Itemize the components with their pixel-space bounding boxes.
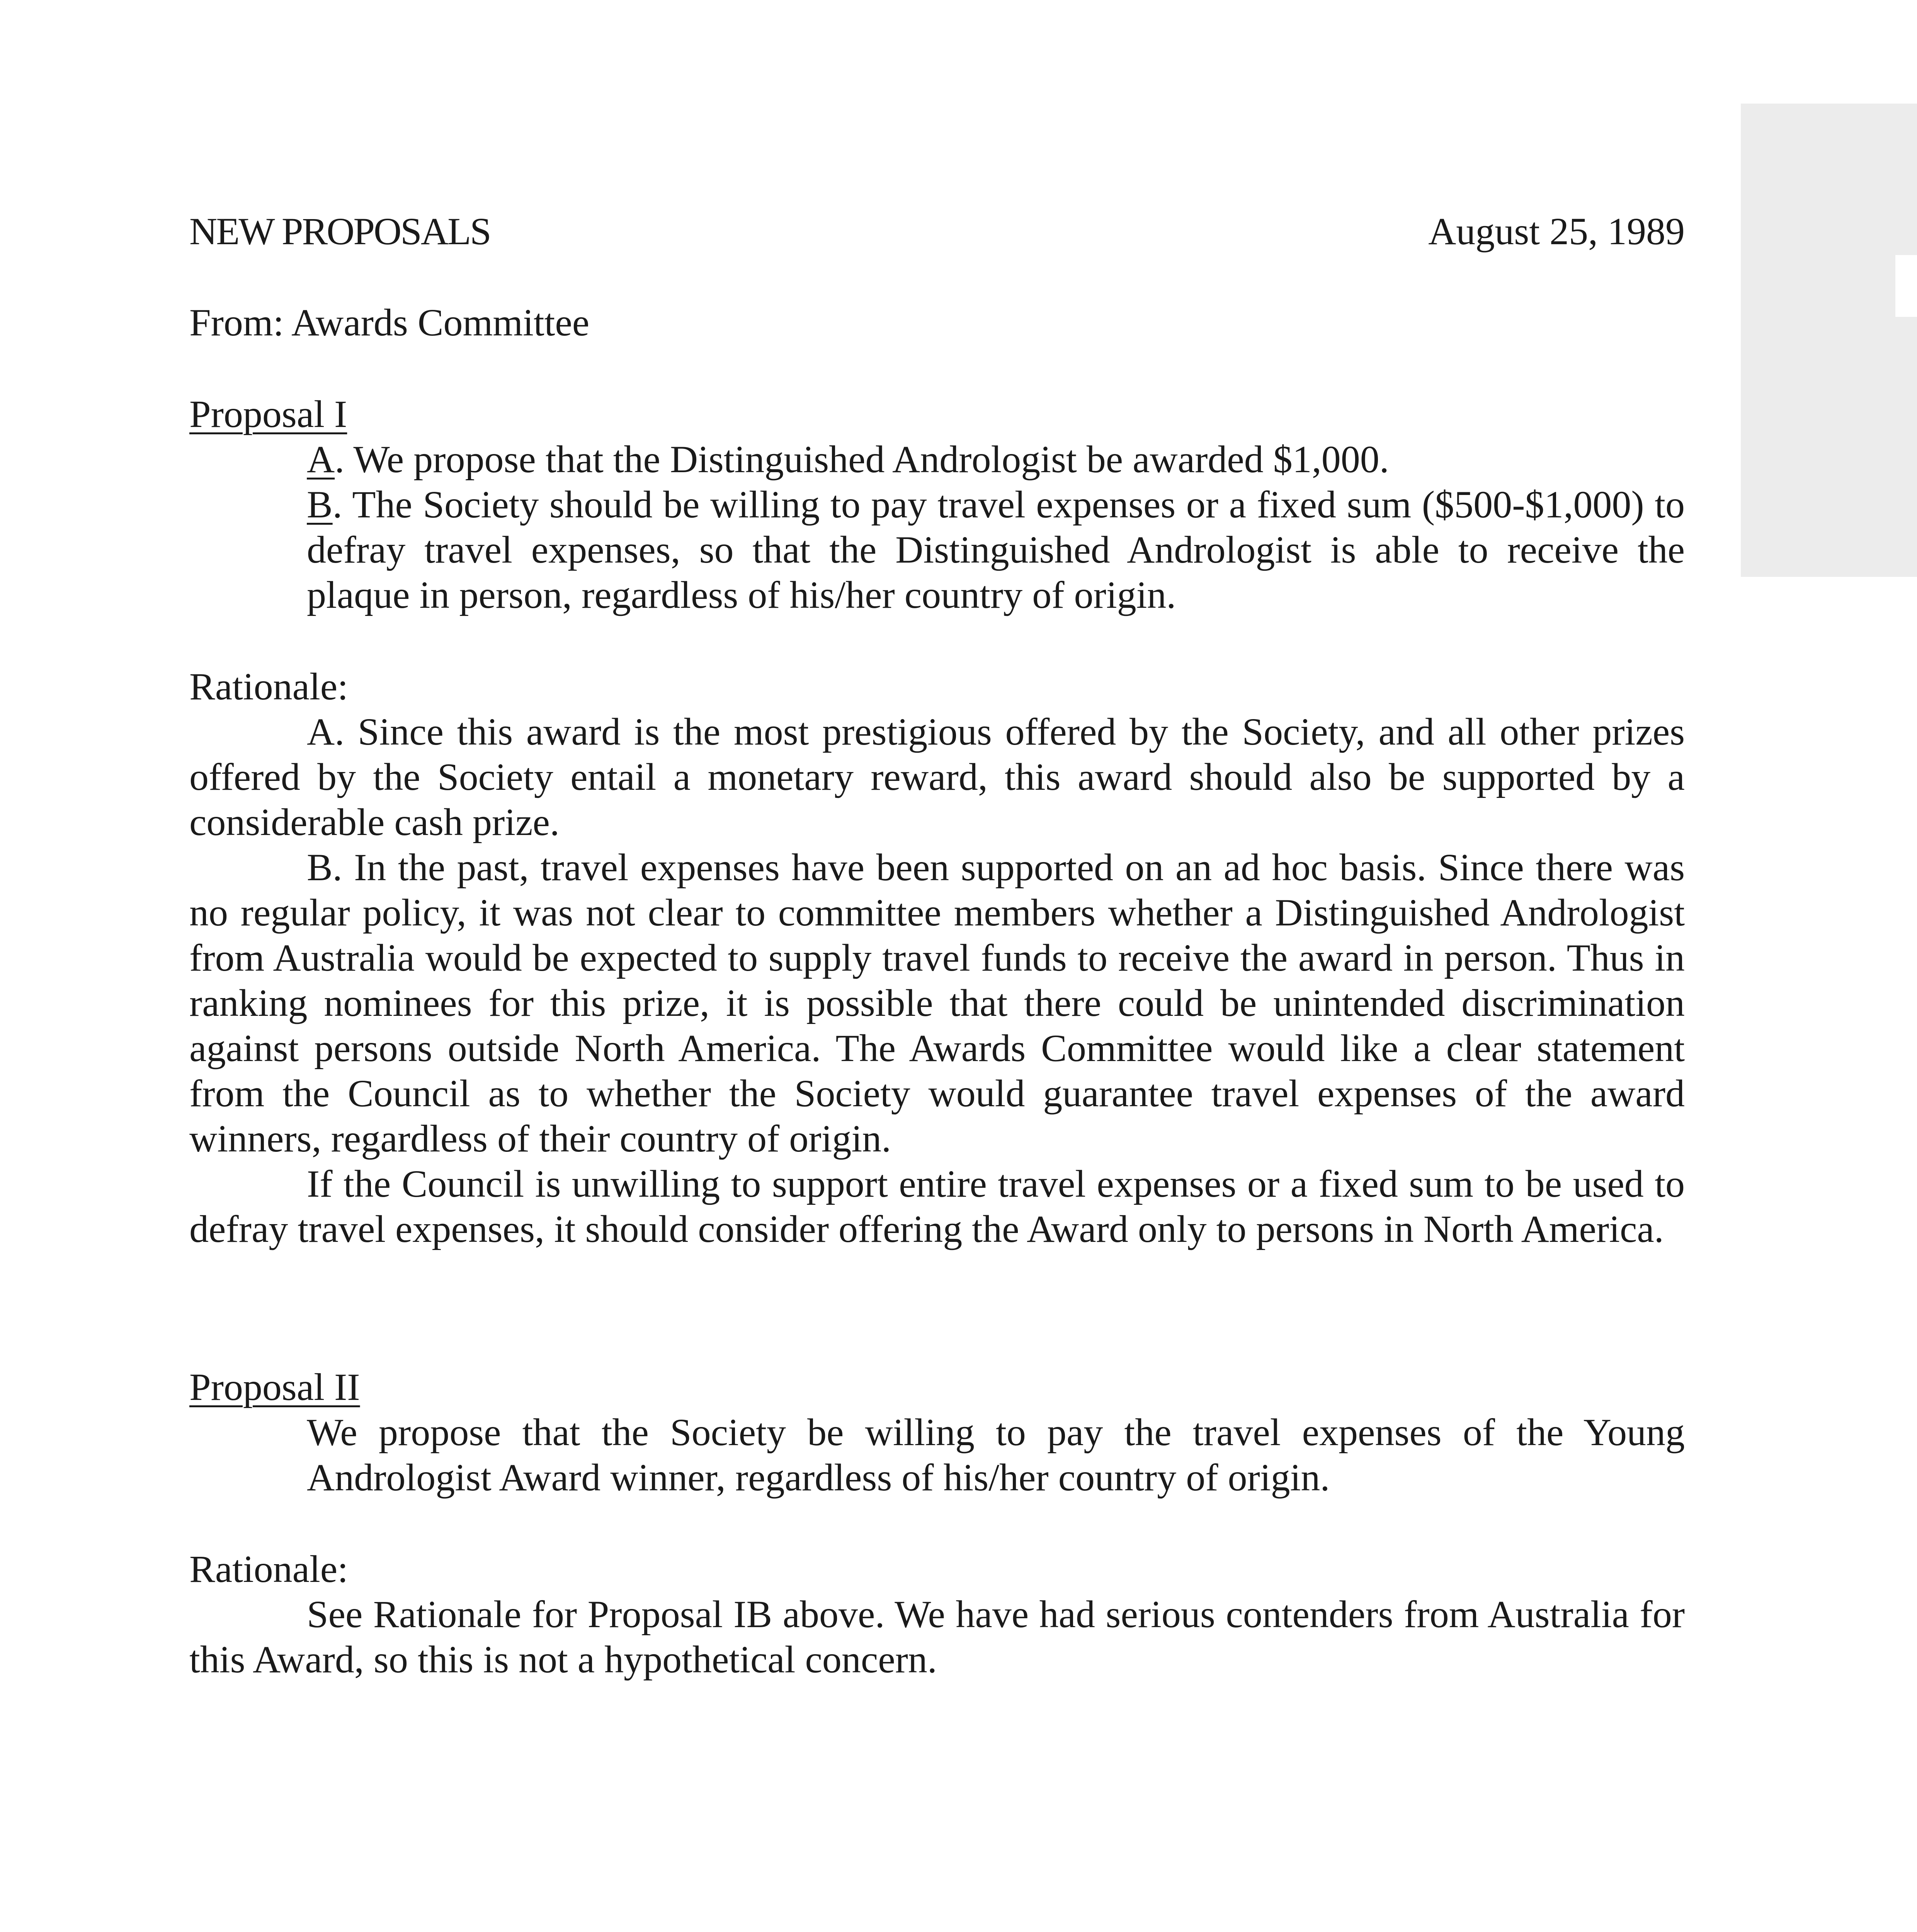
document-header (189, 209, 1685, 254)
item-a-text: . We propose that the Distinguished Andrologist be awarded $1,000. (335, 438, 1389, 481)
proposal-2-section (189, 1364, 1685, 1682)
proposal-1-items (307, 437, 1685, 617)
item-b-text: . The Society should be willing to pay travel expenses or a fixed sum ($500-$1,000) to defray travel expenses, so that the Distinguished Andrologist is able to receive the plaque in person, regardless of his/her country of origin. (307, 483, 1685, 616)
proposal-1-item-b (307, 482, 1685, 617)
proposal-1-rationale-label: Rationale: (189, 665, 348, 708)
proposal-2-rationale-label: Rationale: (189, 1548, 348, 1590)
rationale-a-paragraph: A. Since this award is the most prestigious offered by the Society, and all other prizes offered by the Society entail a monetary reward, this award should also be supported by a considerable cash prize. (189, 710, 1685, 844)
from-line: From: Awards Committee (189, 301, 590, 344)
proposal-1-section (189, 391, 1685, 1252)
item-a-letter: A (307, 438, 335, 481)
scan-edge-notch (1895, 255, 1917, 317)
proposal-2-items (307, 1410, 1685, 1500)
item-b-letter: B (307, 483, 333, 526)
rationale-council-paragraph: If the Council is unwilling to support entire travel expenses or a fixed sum to be used to defray travel expenses, it should consider offering the Award only to persons in North America. (189, 1162, 1685, 1250)
rationale-b-paragraph: B. In the past, travel expenses have been supported on an ad hoc basis. Since there was no regular policy, it was not clear to committee members whether a Distinguished Andrologist from Australia would be expected to supply travel funds to receive the award in person. Thus in ranking nominees for this prize, it is possible that there could be unintended discrimination against persons outside North America. The Awards Committee would like a clear statement from the Council as to whether the Society would guarantee travel expenses of the award winners, regardless of their country of origin. (189, 846, 1685, 1160)
document-title: NEW PROPOSALS (189, 210, 490, 253)
document-body (189, 209, 1685, 1682)
proposal-2-text: We propose that the Society be willing to pay the travel expenses of the Young Andrologist Award winner, regardless of his/her country of origin. (307, 1411, 1685, 1499)
proposal-1-heading: Proposal I (189, 393, 347, 435)
proposal-2-rationale-paragraph: See Rationale for Proposal IB above. We have had serious contenders from Australia for this Award, so this is not a hypothetical concern. (189, 1593, 1685, 1681)
proposal-1-item-a (307, 437, 1685, 482)
proposal-2-heading: Proposal II (189, 1366, 360, 1408)
scan-edge-shadow (1741, 104, 1917, 577)
document-date: August 25, 1989 (1428, 210, 1685, 253)
